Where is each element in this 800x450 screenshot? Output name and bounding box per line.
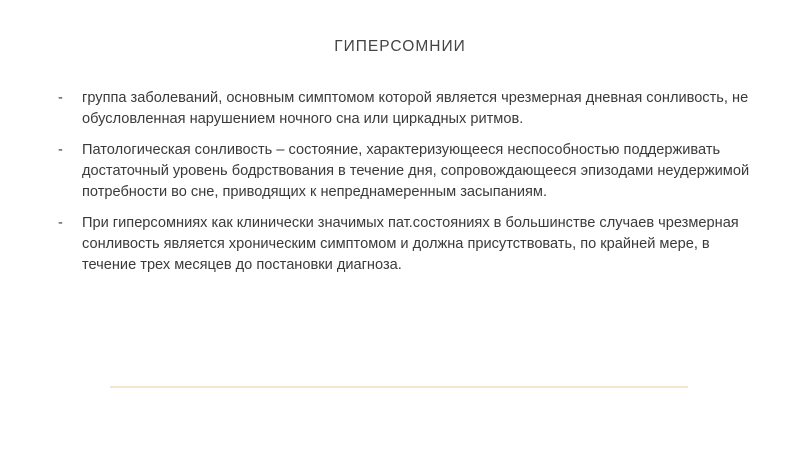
bullet-text: При гиперсомниях как клинически значимых пат.состояниях в большинстве случаев чрезмерная сонливость является хроническим симптомом и должна присутствовать, по крайней мере, в течение трех месяцев до постановки диагноза.: [82, 215, 739, 273]
bullet-item: [58, 213, 758, 276]
bullet-marker: -: [58, 90, 63, 106]
bullet-text: Патологическая сонливость – состояние, характеризующееся неспособностью поддерживать достаточный уровень бодрствования в течение дня, сопровождающееся эпизодами неудержимой потребности во сне, приводящих к непреднамеренным засыпаниям.: [82, 142, 750, 200]
bullet-marker: -: [58, 142, 63, 158]
divider-line: [110, 386, 688, 388]
bullet-item: [58, 88, 758, 130]
slide-title: ГИПЕРСОМНИИ: [334, 38, 466, 55]
bullet-marker: -: [58, 215, 63, 231]
bullet-text: группа заболеваний, основным симптомом которой является чрезмерная дневная сонливость, не обусловленная нарушением ночного сна или циркадных ритмов.: [82, 90, 749, 127]
bullet-item: [58, 140, 758, 203]
bullet-list: [58, 88, 758, 286]
